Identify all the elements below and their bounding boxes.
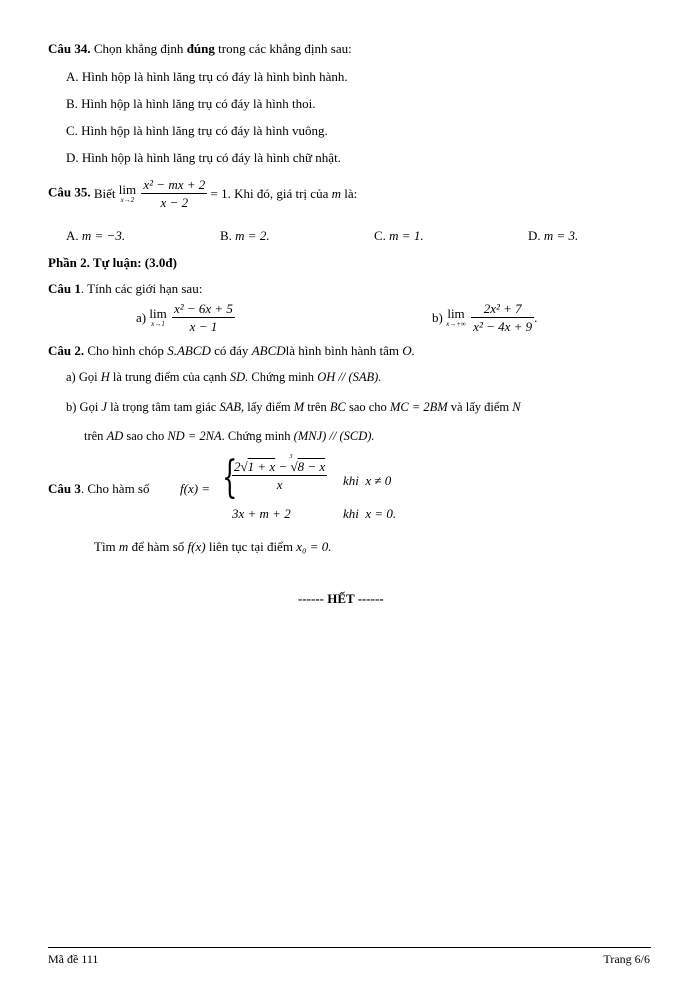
end-marker: ------ HẾT ------ xyxy=(298,591,384,606)
q34-stem: Câu 34. Chọn khẳng định đúng trong các khẳng định sau: xyxy=(48,41,352,56)
q35-answer-b: B. m = 2. xyxy=(220,228,270,243)
e2-part-b-line1: b) Gọi J là trọng tâm tam giác SAB, lấy điểm M trên BC sao cho MC = 2BM và lấy điểm N xyxy=(66,400,521,414)
q34-option-b: B. Hình hộp là hình lăng trụ có đáy là hình thoi. xyxy=(66,96,316,111)
footer-divider xyxy=(48,947,651,948)
q35-answer-a: A. m = −3. xyxy=(66,228,126,243)
e1-stem: Câu 1. Tính các giới hạn sau: xyxy=(48,281,203,296)
e3-case2-expression: 3x + m + 2 xyxy=(232,506,291,521)
q35-answer-d: D. m = 3. xyxy=(528,228,579,243)
e1-part-a: a) lim x→1 $\frac{\text{x² − 6x + 5}}{x - 1}$ xyxy=(136,301,233,334)
e2-part-a: a) Gọi H là trung điểm của cạnh SD. Chứng minh OH // (SAB). xyxy=(66,370,382,384)
e2-stem: Câu 2. Cho hình chóp S.ABCD có đáy ABCDlà hình bình hành tâm O. xyxy=(48,343,415,358)
e3-piecewise-brace: { xyxy=(222,452,238,503)
q35-label: Câu 35. xyxy=(48,184,91,200)
e3-case2-condition: khi x = 0. xyxy=(343,506,397,521)
e1-a-fraction: $\frac{\text{x² − 6x + 5}}{x - 1}$ xyxy=(173,301,233,334)
e3-stem: Câu 3. Cho hàm số xyxy=(48,481,150,496)
e3-case1-condition: khi x ≠ 0 xyxy=(343,473,392,488)
q34-option-c: C. Hình hộp là hình lăng trụ có đáy là hình vuông. xyxy=(66,123,328,138)
footer-page-number: Trang 6/6 xyxy=(603,952,650,966)
e1-part-b: b) lim x→+∞ $\frac{\text{2x² + 7}}{\text{x² − 4x + 9}}$ . xyxy=(432,301,538,334)
q34-option-d: D. Hình hộp là hình lăng trụ có đáy là hình chữ nhật. xyxy=(66,150,341,165)
e2-label: Câu 2. xyxy=(48,343,85,358)
e1-b-fraction: $\frac{\text{2x² + 7}}{\text{x² − 4x + 9}}$ xyxy=(473,301,533,334)
part2-title: Phần 2. Tự luận: (3.0đ) xyxy=(48,255,177,270)
e3-function-name: f(x) = xyxy=(180,481,211,496)
e1-label: Câu 1 xyxy=(48,281,81,296)
q34-label: Câu 34. xyxy=(48,41,91,56)
e3-case1-expression: 2√1 + x − 3 √8 − x x xyxy=(234,454,326,492)
footer-exam-code: Mã đề 111 xyxy=(48,952,99,966)
e2-part-b-line2: trên AD sao cho ND = 2NA. Chứng minh (MNJ) // (SCD). xyxy=(84,429,375,443)
e3-task: Tìm m để hàm số f(x) liên tục tại điểm x₀ = 0. xyxy=(94,539,332,554)
q35-limit: lim x→2 xyxy=(118,182,137,204)
q34-option-a: A. Hình hộp là hình lăng trụ có đáy là hình bình hành. xyxy=(66,69,348,84)
q35-answer-c: C. m = 1. xyxy=(374,228,424,243)
q35-fraction: $\frac{\text{x² − mx + 2}}{x - 2}$ xyxy=(143,177,206,210)
q35-stem: Câu 35. Biết lim x→2 $\frac{\text{x² − mx + 2}}{x - 2}$ = 1. Khi đó, giá trị của m là: xyxy=(48,177,358,210)
e3-label: Câu 3 xyxy=(48,481,81,496)
